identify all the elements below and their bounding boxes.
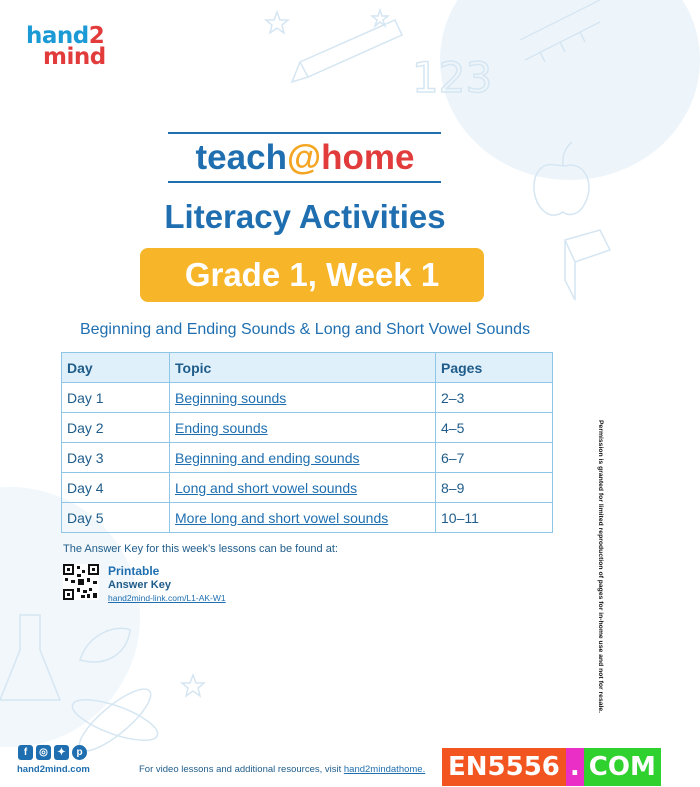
table-row — [62, 383, 553, 413]
footer-link[interactable]: hand2mindathome. — [343, 764, 426, 775]
heading-part: home — [321, 138, 415, 177]
answer-key-link[interactable]: hand2mind-link.com/L1-AK-W1 — [108, 592, 226, 603]
day-cell: Day 4 — [62, 473, 170, 503]
heading-part: @ — [286, 138, 322, 177]
divider — [168, 132, 441, 134]
answer-key-intro: The Answer Key for this week’s lessons can be found at: — [63, 543, 338, 555]
day-cell: Day 2 — [62, 413, 170, 443]
page-subtitle: Beginning and Ending Sounds & Long and Short Vowel Sounds — [79, 321, 531, 338]
star-doodle — [182, 675, 204, 696]
day-cell: Day 5 — [62, 503, 170, 533]
topic-cell — [170, 443, 436, 473]
day-cell: Day 3 — [62, 443, 170, 473]
facebook-icon[interactable]: f — [18, 745, 33, 760]
qr-code-icon[interactable] — [63, 564, 99, 600]
ruler-doodle — [520, 0, 600, 62]
page-title: Literacy Activities — [164, 198, 446, 235]
divider — [168, 181, 441, 183]
answer-key-label: Answer Key — [108, 579, 171, 591]
table-header-row — [62, 353, 553, 383]
watermark — [442, 748, 661, 786]
day-cell: Day 1 — [62, 383, 170, 413]
logo-text: mind — [43, 44, 106, 71]
answer-key-info — [108, 564, 226, 603]
table-row — [62, 413, 553, 443]
watermark-part: . — [566, 748, 584, 786]
heading-part: teach — [195, 138, 287, 177]
topic-link[interactable]: Ending sounds — [175, 419, 268, 436]
permission-note: Permission is granted for limited reproduction of pages for in-home use and not for resale. — [597, 420, 604, 714]
logo-text: hand — [26, 23, 89, 49]
atom-doodle — [68, 691, 162, 748]
topic-link[interactable]: Beginning sounds — [175, 389, 287, 406]
logo-text: 2 — [88, 23, 105, 49]
social-links — [18, 745, 87, 760]
pages-cell: 10–11 — [436, 503, 553, 533]
pencil-doodle — [292, 20, 402, 82]
pages-cell: 6–7 — [436, 443, 553, 473]
pages-cell: 2–3 — [436, 383, 553, 413]
schedule-table — [61, 352, 553, 533]
leaf-doodle — [80, 628, 130, 662]
printable-label: Printable — [108, 564, 160, 578]
topic-cell — [170, 413, 436, 443]
instagram-icon[interactable]: ◎ — [36, 745, 51, 760]
pinterest-icon[interactable]: p — [72, 745, 87, 760]
cube-doodle — [565, 230, 610, 300]
footer-text: For video lessons and additional resources, visit — [139, 764, 344, 775]
pages-cell: 4–5 — [436, 413, 553, 443]
pages-cell: 8–9 — [436, 473, 553, 503]
hand2mind-logo[interactable] — [26, 23, 106, 71]
topic-cell — [170, 383, 436, 413]
table-row — [62, 473, 553, 503]
twitter-icon[interactable]: ✦ — [54, 745, 69, 760]
column-header-pages: Pages — [436, 353, 553, 383]
topic-link[interactable]: More long and short vowel sounds — [175, 509, 389, 526]
topic-link[interactable]: Long and short vowel sounds — [175, 479, 358, 496]
topic-cell — [170, 503, 436, 533]
topic-cell — [170, 473, 436, 503]
numbers-doodle: 123 — [412, 53, 493, 102]
teach-at-home-heading — [0, 138, 610, 178]
column-header-topic: Topic — [170, 353, 436, 383]
grade-banner: Grade 1, Week 1 — [140, 248, 484, 302]
topic-link[interactable]: Beginning and ending sounds — [175, 449, 360, 466]
column-header-day: Day — [62, 353, 170, 383]
table-row — [62, 443, 553, 473]
site-link[interactable]: hand2mind.com — [17, 764, 90, 775]
watermark-part: EN5556 — [442, 748, 566, 786]
flask-doodle — [0, 615, 60, 700]
star-doodle — [266, 12, 288, 33]
table-row — [62, 503, 553, 533]
footer-note — [139, 764, 425, 775]
watermark-part: COM — [584, 748, 661, 786]
